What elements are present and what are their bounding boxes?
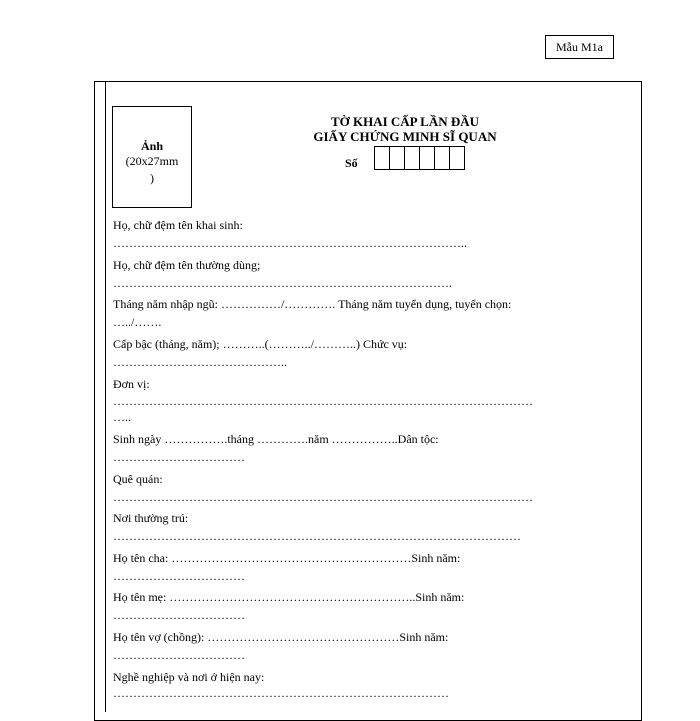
form-title-line1: TỜ KHAI CẤP LẦN ĐẦU [330, 114, 480, 129]
number-cell[interactable] [389, 146, 405, 170]
field-occupation-label: Nghề nghiệp và nơi ở hiện nay: [113, 670, 265, 684]
field-father-name[interactable]: Họ tên cha: ……………………………………………………Sinh năm: [113, 551, 461, 565]
field-spouse-birth-year-input[interactable]: …………………………… [113, 648, 245, 662]
number-label: Số [345, 156, 358, 170]
form-margin-line [105, 82, 106, 712]
field-hometown-input[interactable]: …………………………………………………………………………………………… [113, 490, 533, 504]
number-cell[interactable] [434, 146, 450, 170]
number-input-boxes[interactable] [375, 146, 465, 170]
field-birth-name-label: Họ, chữ đệm tên khai sinh: [113, 218, 243, 232]
number-cell[interactable] [374, 146, 390, 170]
field-enlistment-date[interactable]: Tháng năm nhập ngũ: ……………/…………. Tháng năm tuyển dụng, tuyển chọn: [113, 297, 512, 311]
photo-size-end: ) [150, 171, 154, 185]
number-cell[interactable] [419, 146, 435, 170]
field-occupation-input[interactable]: ………………………………………………………………………… [113, 686, 449, 700]
field-father-birth-year-input[interactable]: …………………………… [113, 569, 245, 583]
photo-placeholder [112, 106, 192, 208]
field-common-name-input[interactable]: …………………………………………………………………………. [113, 276, 452, 290]
number-cell[interactable] [404, 146, 420, 170]
field-unit-input[interactable]: …………………………………………………………………………………………… [113, 394, 533, 408]
field-spouse-name[interactable]: Họ tên vợ (chồng): …………………………………………Sinh năm: [113, 630, 449, 644]
form-code-label: Mẫu M1a [545, 35, 614, 59]
field-residence-input[interactable]: ………………………………………………………………………………………… [113, 529, 521, 543]
field-birth-name-input[interactable]: …………………………………………………………………………….. [113, 236, 467, 250]
field-rank-position[interactable]: Cấp bậc (tháng, năm); ………..(………../………..) Chức vụ: [113, 337, 408, 351]
field-hometown-label: Quê quán: [113, 472, 163, 486]
field-unit-input-cont[interactable]: ….. [113, 410, 131, 424]
field-mother-birth-year-input[interactable]: …………………………… [113, 608, 245, 622]
form-title-line2: GIẤY CHỨNG MINH SĨ QUAN [313, 129, 497, 144]
field-ethnicity-input[interactable]: …………………………… [113, 450, 245, 464]
field-birth-date-ethnicity[interactable]: Sinh ngày …………….tháng ………….năm ……………..Dân tộc: [113, 432, 439, 446]
photo-title: Ảnh [140, 139, 163, 153]
field-unit-label: Đơn vị: [113, 377, 150, 391]
field-residence-label: Nơi thường trú: [113, 511, 189, 525]
field-recruitment-date-input[interactable]: …../……. [113, 315, 162, 329]
field-common-name-label: Họ, chữ đệm tên thường dùng; [113, 258, 261, 272]
number-cell[interactable] [449, 146, 465, 170]
photo-size: (20x27mm [125, 154, 179, 168]
field-mother-name[interactable]: Họ tên mẹ: ……………………………………………………..Sinh năm: [113, 590, 465, 604]
field-position-input[interactable]: …………………………………….. [113, 355, 287, 369]
